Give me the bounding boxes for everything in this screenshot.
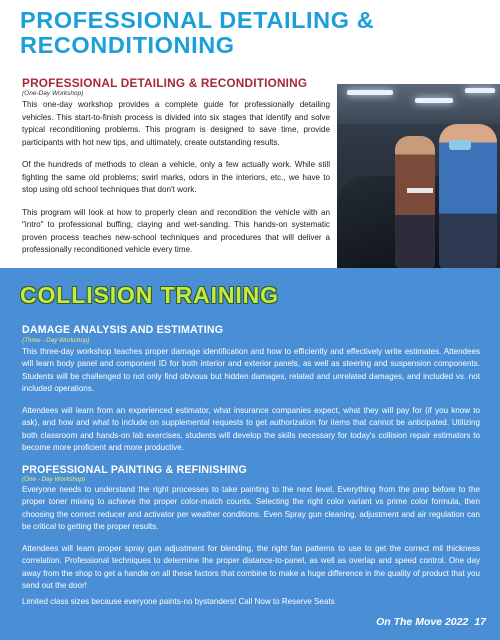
painting-heading: PROFESSIONAL PAINTING & REFINISHING xyxy=(22,464,247,476)
collision-title: COLLISION TRAINING xyxy=(20,282,279,308)
painting-paragraph: Attendees will learn proper spray gun adjustment for blending, the right fan patterns to use to get the correct mil thickness correlation. Professional techniques to determine the proper distance-to-panel, as well as overlap and speed control. One day away from the shop to get a handle on all these factors that combine to make a huge difference in the quality of product that you send out the door! xyxy=(22,544,480,591)
photo-face-mask xyxy=(449,140,471,150)
detailing-paragraph: Of the hundreds of methods to clean a vehicle, only a few actually work. While still fighting the same old problems; swirl marks, odors in the interiors, etc., we have to stop using old school techniques that don't work. xyxy=(22,160,330,194)
detailing-paragraph: This program will look at how to properly clean and recondition the vehicle with an "intro" to professional buffing, claying and wet-sanding. This hands-on systematic proven process teaches new-school techniques and procedures that will deliver a professionally reconditioned vehicle every time. xyxy=(22,207,330,254)
detailing-body xyxy=(22,99,330,267)
page-title: PROFESSIONAL DETAILING & RECONDITIONING xyxy=(20,7,375,58)
photo-person xyxy=(395,136,435,268)
damage-heading: DAMAGE ANALYSIS AND ESTIMATING xyxy=(22,324,224,336)
damage-body xyxy=(22,346,480,464)
painting-subtitle: (One - Day Workshop) xyxy=(22,476,85,483)
damage-paragraph: This three-day workshop teaches proper damage identification and how to efficiently and effectively write estimates. Attendees will learn body panel and component ID for both interior and exterior panels, as well as steering and suspension components. Students will be challenged to not only find obvious but hidden damages, related and unrelated damages, and included vs. not included operations. xyxy=(22,347,480,393)
damage-subtitle: (Three - Day Workshop) xyxy=(22,337,90,344)
detailing-photo xyxy=(337,84,500,268)
detailing-heading: PROFESSIONAL DETAILING & RECONDITIONING xyxy=(22,76,308,90)
detailing-paragraph: This one-day workshop provides a complete guide for professionally detailing vehicles. This start-to-finish process is divided into six stages that identify and solve typical reconditioning problems. This program is designed to save time, provide participants with hot new tips, and ultimately, create outstanding results. xyxy=(22,100,330,147)
collision-section xyxy=(0,268,500,640)
page-footer xyxy=(376,616,486,628)
reserve-seats-note: Limited class sizes because everyone paints-no bystanders! Call Now to Reserve Seats xyxy=(22,597,335,606)
damage-paragraph: Attendees will learn from an experienced estimator, what insurance companies expect, what they will pay for (if you know to ask), and how and what to include on supplemental requests to get authorization for items that cannot be anticipated. Utilizing both classroom and hands-on lab exercises, students will develop the skills necessary for today's collision repair estimators to become more proficient and more productive. xyxy=(22,406,480,453)
photo-ceiling-light xyxy=(465,88,495,93)
detailing-subtitle: (One-Day Workshop) xyxy=(22,90,84,97)
photo-ceiling-light xyxy=(347,90,393,95)
photo-tool xyxy=(407,188,433,193)
painting-body xyxy=(22,484,480,602)
painting-paragraph: Everyone needs to understand the right processes to take painting to the next level. Everything from the prep before to the proper toner mixing to achieve the proper color-match counts. Selecting the right color variant vs prime color formula, then choosing the correct reducer and activator per weather conditions. Even Spray gun cleaning, adjustment and air regulation can be critical to getting the proper results. xyxy=(22,485,480,531)
page-number: 17 xyxy=(474,616,486,628)
publication-name: On The Move 2022 xyxy=(376,616,469,628)
photo-ceiling-light xyxy=(415,98,453,103)
